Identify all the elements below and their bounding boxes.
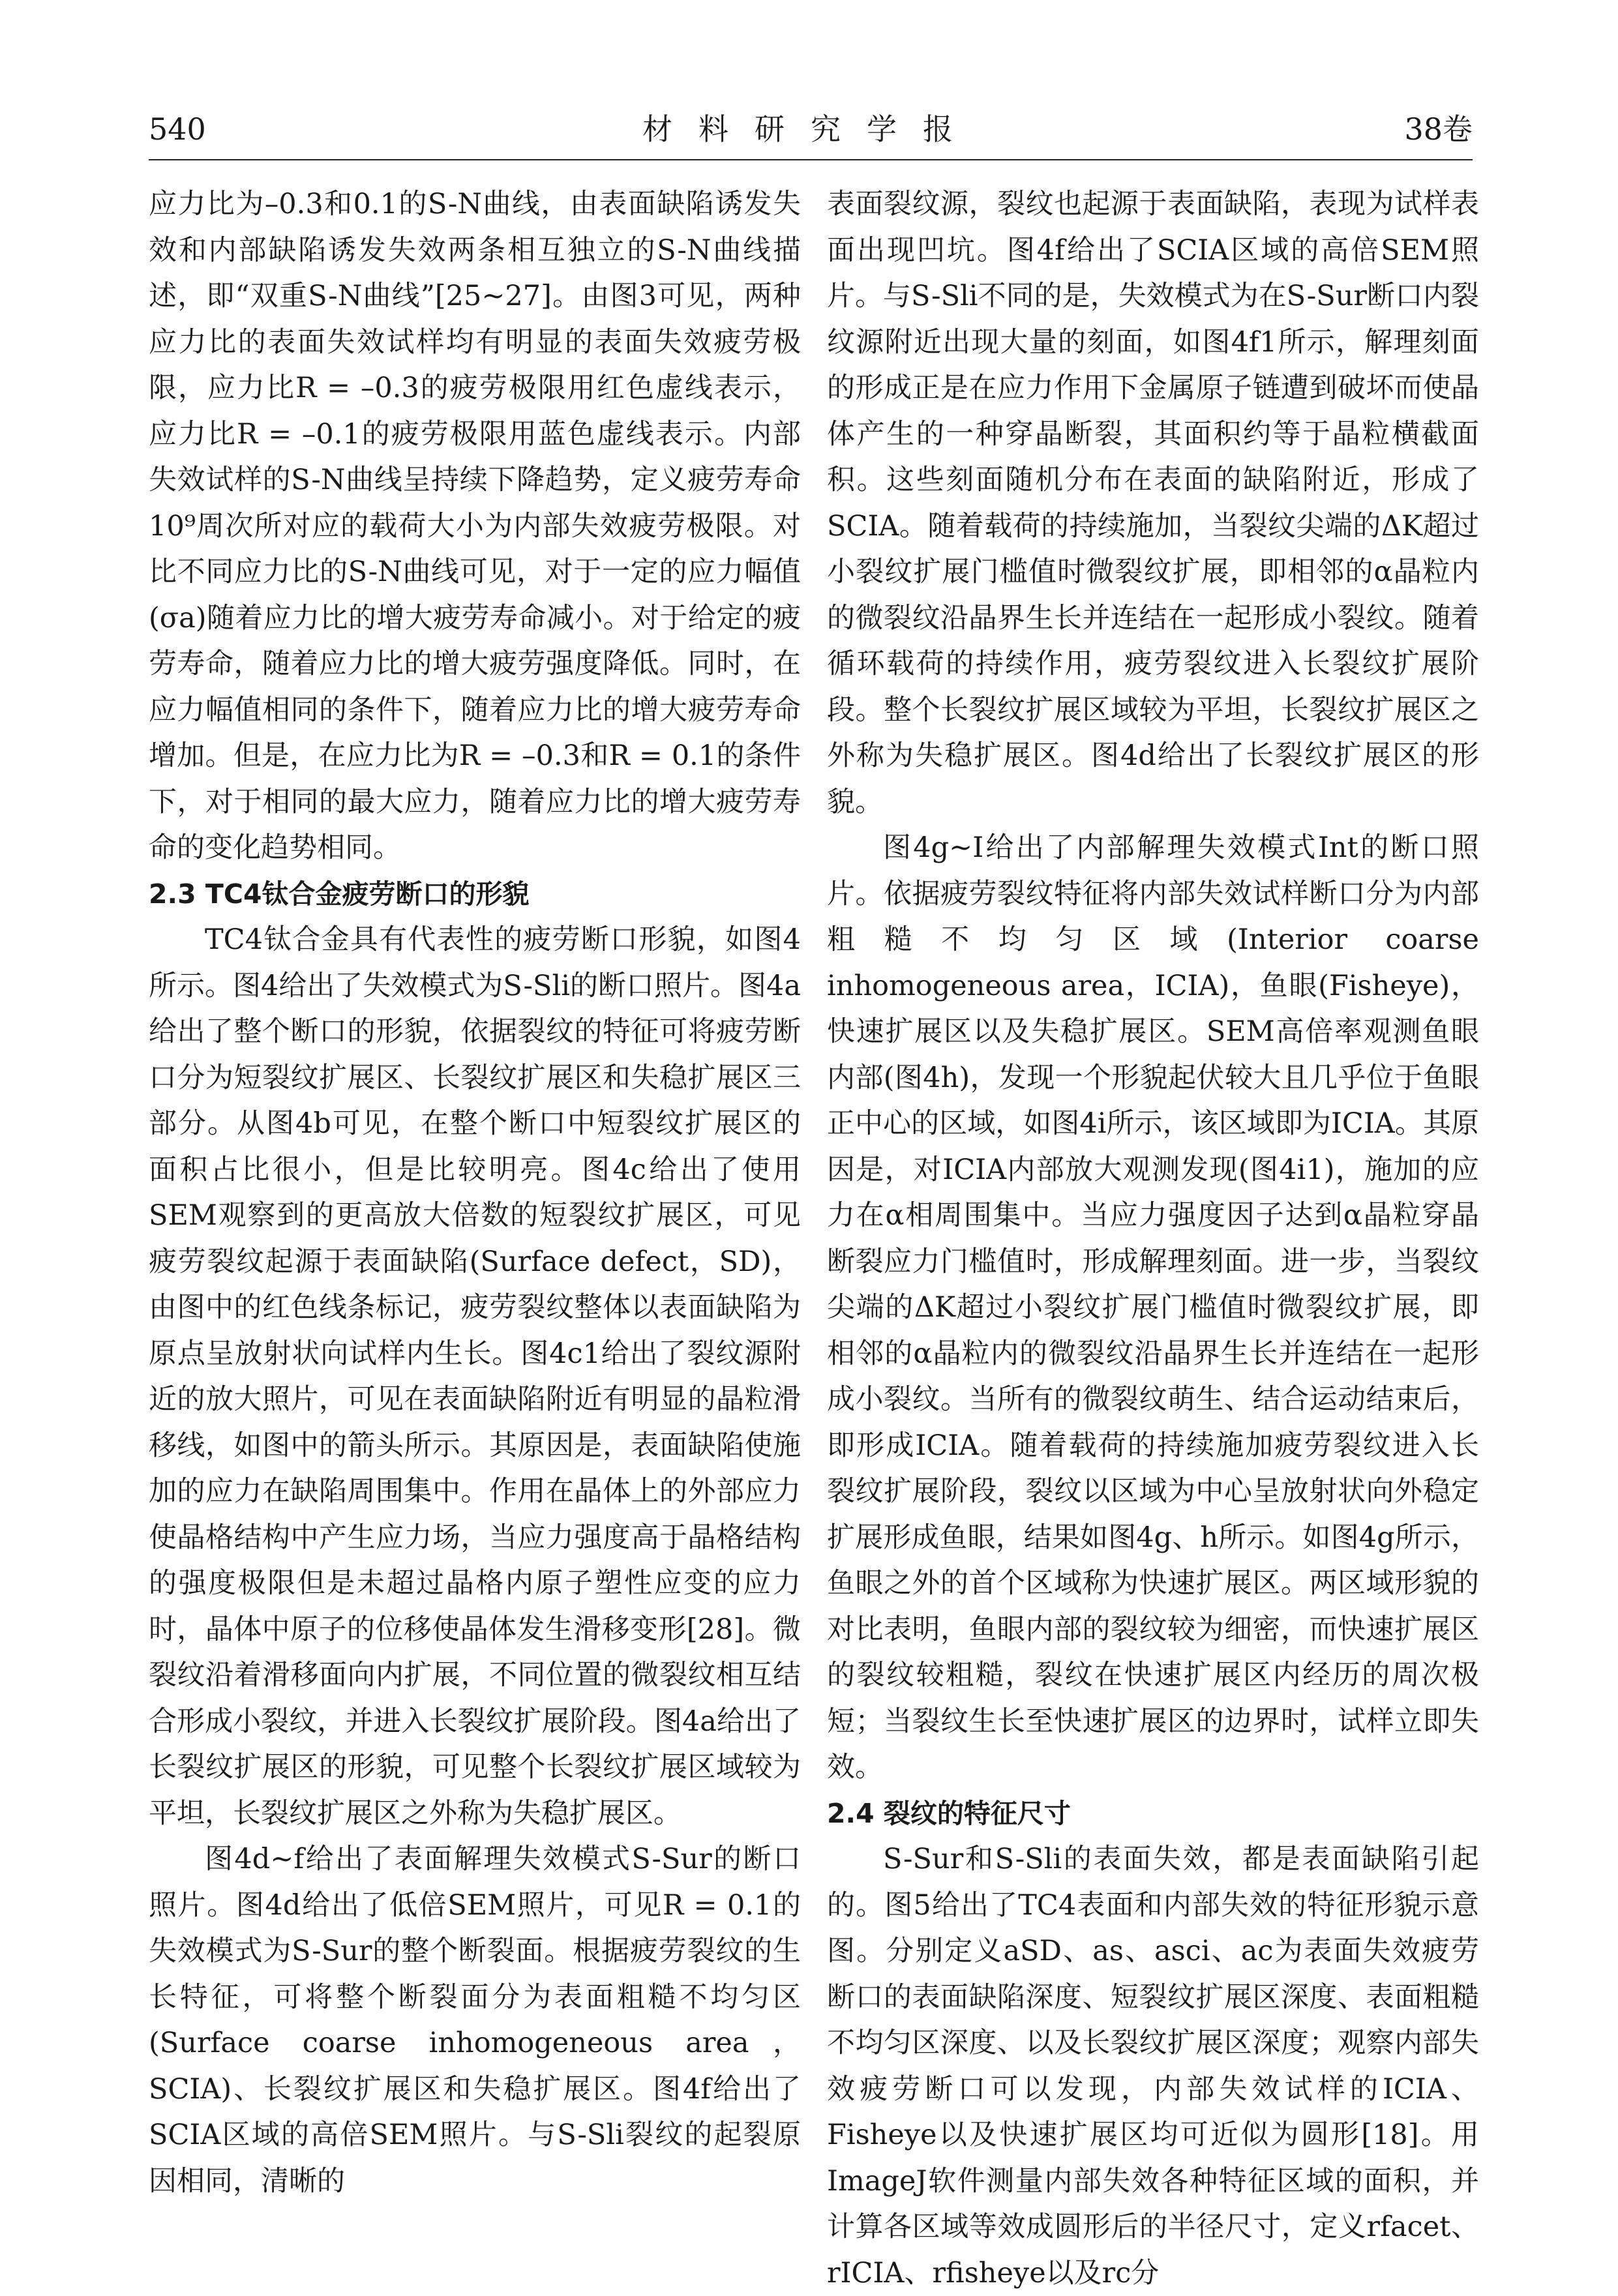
journal-title: 材料研究学报: [642, 112, 979, 147]
paragraph: TC4钛合金具有代表性的疲劳断口形貌，如图4所示。图4给出了失效模式为S-Sli的断口照片。图4a给出了整个断口的形貌，依据裂纹的特征可将疲劳断口分为短裂纹扩展区、长裂纹扩展区和失稳扩展区三部分。从图4b可见，在整个断口中短裂纹扩展区的面积占比很小，但是比较明亮。图4c给出了使用SEM观察到的更高放大倍数的短裂纹扩展区，可见疲劳裂纹起源于表面缺陷(Surface defect，SD)，由图中的红色线条标记，疲劳裂纹整体以表面缺陷为原点呈放射状向试样内生长。图4c1给出了裂纹源附近的放大照片，可见在表面缺陷附近有明显的晶粒滑移线，如图中的箭头所示。其原因是，表面缺陷使施加的应力在缺陷周围集中。作用在晶体上的外部应力使晶格结构中产生应力场，当应力强度高于晶格结构的强度极限但是未超过晶格内原子塑性应变的应力时，晶体中原子的位移使晶体发生滑移变形[28]。微裂纹沿着滑移面向内扩展，不同位置的微裂纹相互结合形成小裂纹，并进入长裂纹扩展阶段。图4a给出了长裂纹扩展区的形貌，可见整个长裂纹扩展区域较为平坦，长裂纹扩展区之外称为失稳扩展区。: [149, 923, 801, 1830]
section-heading-2-4: 2.4 裂纹的特征尺寸: [827, 1797, 1071, 1829]
paragraph: S-Sur和S-Sli的表面失效，都是表面缺陷引起的。图5给出了TC4表面和内部失效的特征形貌示意图。分别定义aSD、as、asci、ac为表面失效疲劳断口的表面缺陷深度、短裂纹扩展区深度、表面粗糙不均匀区深度、以及长裂纹扩展区深度；观察内部失效疲劳断口可以发现，内部失效试样的ICIA、Fisheye以及快速扩展区均可近似为圆形[18]。用ImageJ软件测量内部失效各种特征区域的面积，并计算各区域等效成圆形后的半径尺寸，定义rfacet、rICIA、rfisheye以及rc分: [827, 1843, 1479, 2289]
right-column: [827, 181, 1479, 2289]
paragraph: 图4g~I给出了内部解理失效模式Int的断口照片。依据疲劳裂纹特征将内部失效试样断口分为内部粗糙不均匀区域(Interior coarse inhomogeneous area，ICIA)，鱼眼(Fisheye)，快速扩展区以及失稳扩展区。SEM高倍率观测鱼眼内部(图4h)，发现一个形貌起伏较大且几乎位于鱼眼正中心的区域，如图4i所示，该区域即为ICIA。其原因是，对ICIA内部放大观测发现(图4i1)，施加的应力在α相周围集中。当应力强度因子达到α晶粒穿晶断裂应力门槛值时，形成解理刻面。进一步，当裂纹尖端的ΔK超过小裂纹扩展门槛值时微裂纹扩展，即相邻的α晶粒内的微裂纹沿晶界生长并连结在一起形成小裂纹。当所有的微裂纹萌生、结合运动结束后，即形成ICIA。随着载荷的持续施加疲劳裂纹进入长裂纹扩展阶段，裂纹以区域为中心呈放射状向外稳定扩展形成鱼眼，结果如图4g、h所示。如图4g所示，鱼眼之外的首个区域称为快速扩展区。两区域形貌的对比表明，鱼眼内部的裂纹较为细密，而快速扩展区的裂纹较粗糙，裂纹在快速扩展区内经历的周次极短；当裂纹生长至快速扩展区的边界时，试样立即失效。: [827, 831, 1479, 1783]
left-column: [149, 181, 801, 2198]
volume-label: 38卷: [1404, 112, 1473, 147]
paragraph: 图4d~f给出了表面解理失效模式S-Sur的断口照片。图4d给出了低倍SEM照片，可见R = 0.1的失效模式为S-Sur的整个断裂面。根据疲劳裂纹的生长特征，可将整个断裂面分为表面粗糙不均匀区(Surface coarse inhomogeneous area，SCIA)、长裂纹扩展区和失稳扩展区。图4f给出了SCIA区域的高倍SEM照片。与S-Sli裂纹的起裂原因相同，清晰的: [149, 1843, 801, 2198]
header-rule: [149, 159, 1473, 160]
paragraph: 表面裂纹源，裂纹也起源于表面缺陷，表现为试样表面出现凹坑。图4f给出了SCIA区域的高倍SEM照片。与S-Sli不同的是，失效模式为在S-Sur断口内裂纹源附近出现大量的刻面，如图4f1所示，解理刻面的形成正是在应力作用下金属原子链遭到破坏而使晶体产生的一种穿晶断裂，其面积约等于晶粒横截面积。这些刻面随机分布在表面的缺陷附近，形成了SCIA。随着载荷的持续施加，当裂纹尖端的ΔK超过小裂纹扩展门槛值时微裂纹扩展，即相邻的α晶粒内的微裂纹沿晶界生长并连结在一起形成小裂纹。随着循环载荷的持续作用，疲劳裂纹进入长裂纹扩展阶段。整个长裂纹扩展区域较为平坦，长裂纹扩展区之外称为失稳扩展区。图4d给出了长裂纹扩展区的形貌。: [827, 188, 1479, 818]
page-number: 540: [149, 112, 206, 147]
page-header: [149, 103, 1473, 155]
paragraph: 应力比为–0.3和0.1的S-N曲线，由表面缺陷诱发失效和内部缺陷诱发失效两条相互独立的S-N曲线描述，即“双重S-N曲线”[25~27]。由图3可见，两种应力比的表面失效试样均有明显的表面失效疲劳极限，应力比R = –0.3的疲劳极限用红色虚线表示，应力比R = –0.1的疲劳极限用蓝色虚线表示。内部失效试样的S-N曲线呈持续下降趋势，定义疲劳寿命10⁹周次所对应的载荷大小为内部失效疲劳极限。对比不同应力比的S-N曲线可见，对于一定的应力幅值(σa)随着应力比的增大疲劳寿命减小。对于给定的疲劳寿命，随着应力比的增大疲劳强度降低。同时，在应力幅值相同的条件下，随着应力比的增大疲劳寿命增加。但是，在应力比为R = –0.3和R = 0.1的条件下，对于相同的最大应力，随着应力比的增大疲劳寿命的变化趋势相同。: [149, 188, 801, 864]
section-heading-2-3: 2.3 TC4钛合金疲劳断口的形貌: [149, 878, 530, 910]
